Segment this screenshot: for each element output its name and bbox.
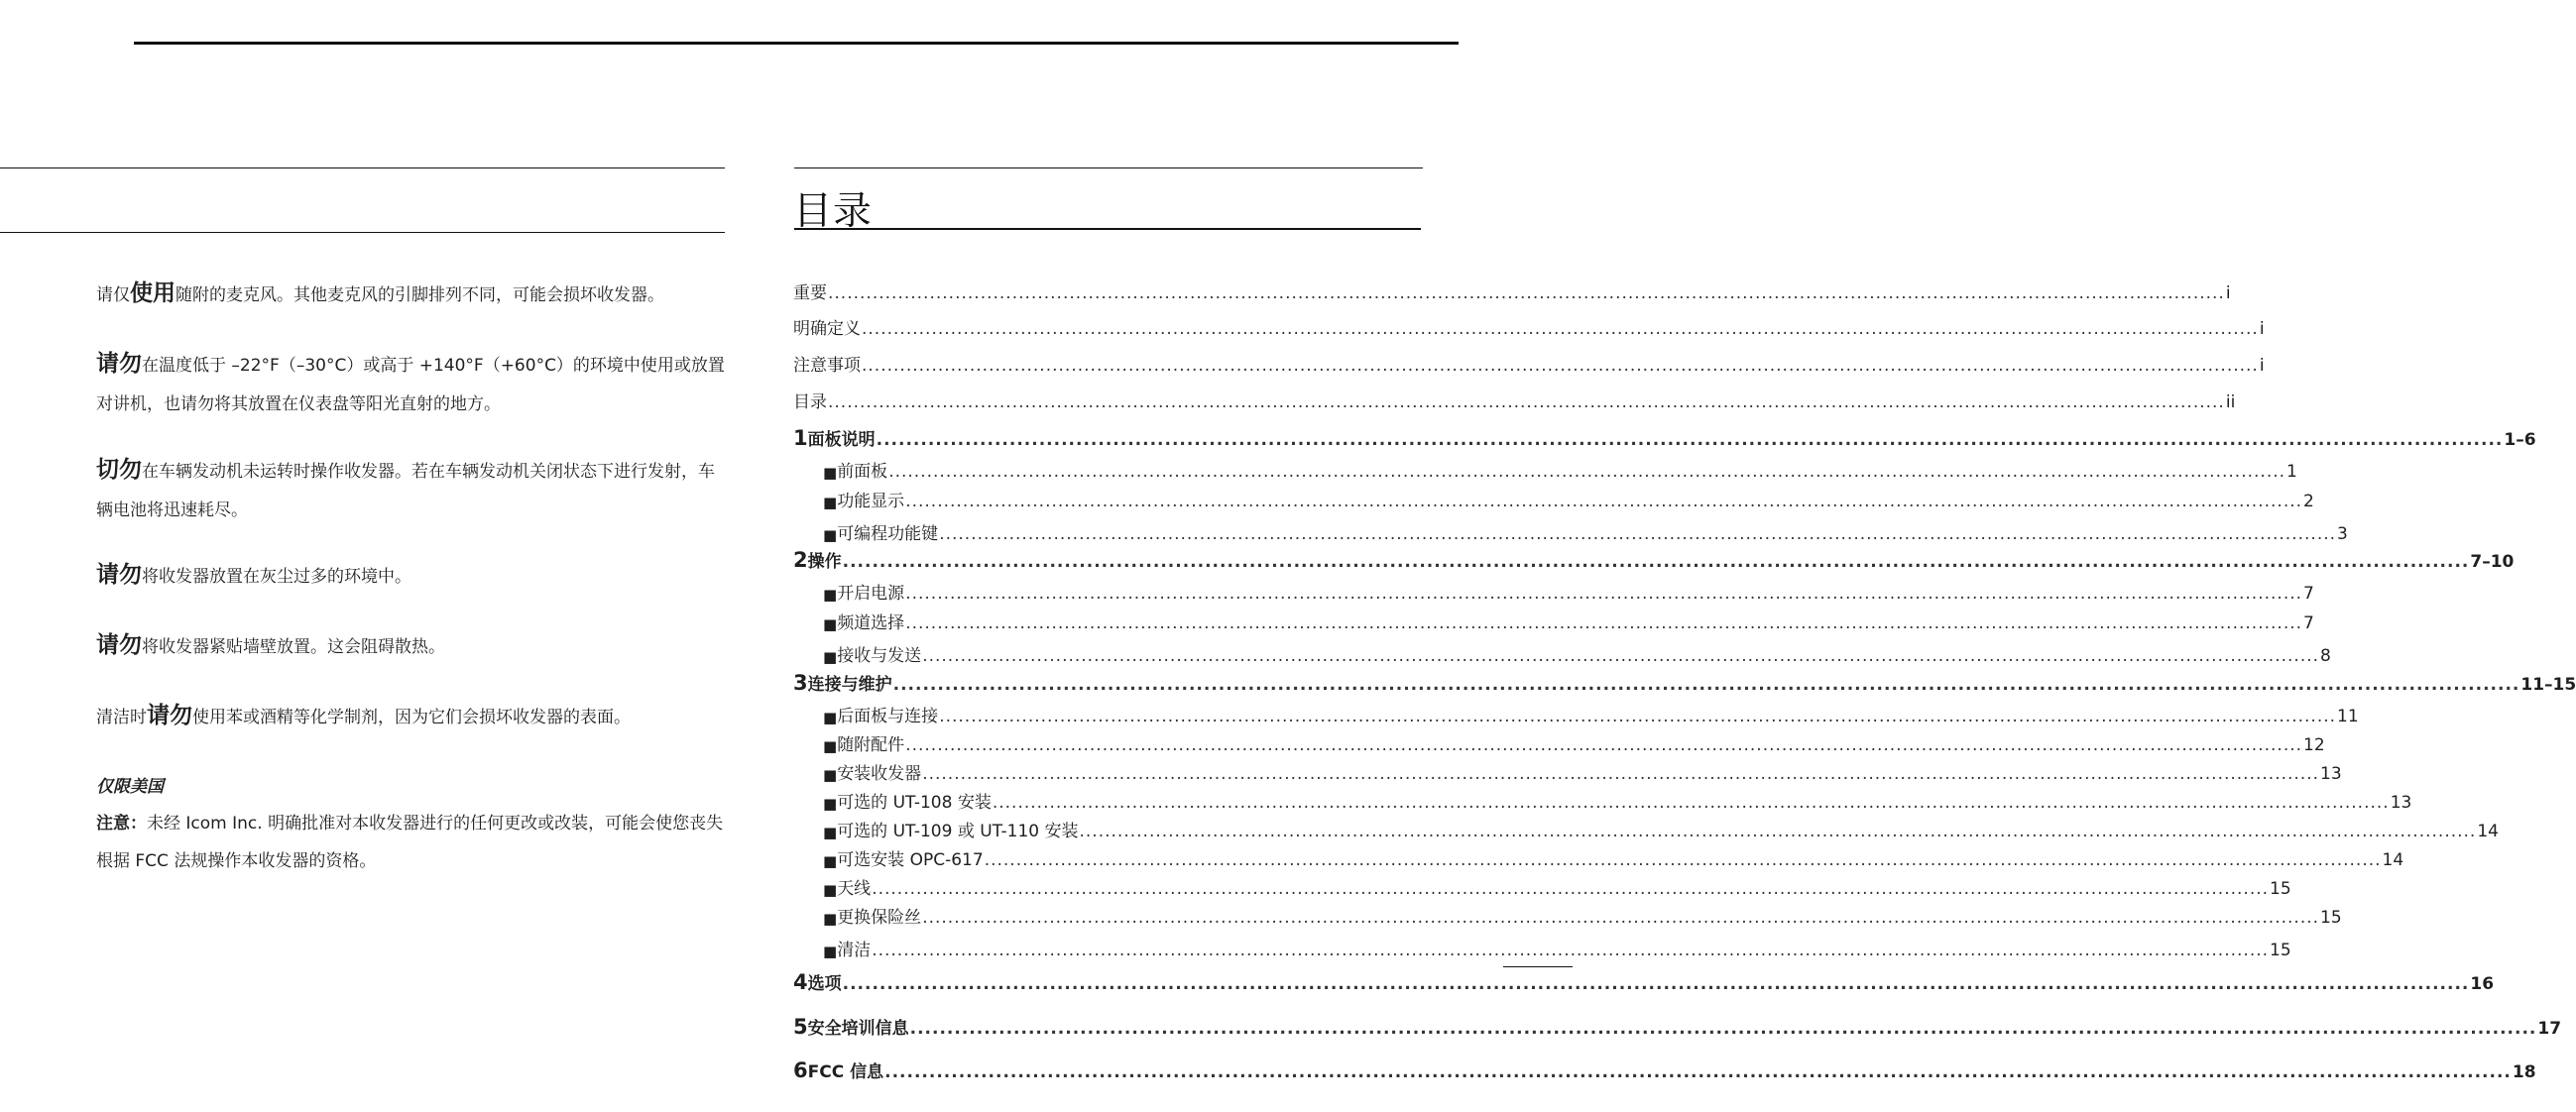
toc-entry-label: 接收与发送 bbox=[837, 646, 922, 666]
notice-lead: 注意： bbox=[96, 814, 147, 834]
toc-page-number: 3 bbox=[2337, 524, 2348, 544]
toc-title: 目录 bbox=[793, 189, 874, 234]
toc-leader-dots: ............................................................................................................................................................................................................................ bbox=[922, 646, 2320, 666]
toc-chapter-number: 3 bbox=[793, 671, 808, 695]
square-bullet-icon: ■ bbox=[823, 766, 838, 784]
toc-chapter-row[interactable] bbox=[793, 970, 2495, 994]
toc-page-number: 12 bbox=[2303, 735, 2325, 755]
toc-leader-dots: ............................................................................................................................................................................................................................ bbox=[905, 735, 2303, 755]
precaution-prefix: 清洁时 bbox=[96, 708, 147, 727]
square-bullet-icon: ■ bbox=[823, 494, 838, 511]
toc-leader-dots: ............................................................................................................................................................................................................................ bbox=[1079, 822, 2477, 841]
toc-leader-dots: ............................................................................................................................................................................................................................ bbox=[842, 552, 2470, 572]
precaution-emphasis: 请勿 bbox=[96, 562, 142, 588]
toc-chapter-number: 5 bbox=[793, 1015, 808, 1039]
toc-section-row[interactable] bbox=[823, 610, 2314, 633]
right-title-rule-top bbox=[794, 167, 1423, 168]
page-edge-tab bbox=[1503, 966, 1573, 967]
toc-entry-label: 连接与维护 bbox=[807, 675, 892, 695]
toc-section-row[interactable] bbox=[823, 488, 2314, 511]
right-title-rule-bottom bbox=[794, 228, 1421, 230]
toc-chapter-row[interactable] bbox=[793, 426, 2536, 450]
toc-leader-dots: ............................................................................................................................................................................................................................ bbox=[876, 430, 2504, 450]
precaution-text: 将收发器放置在灰尘过多的环境中。 bbox=[142, 567, 411, 587]
precaution-emphasis: 请勿 bbox=[96, 351, 142, 377]
toc-chapter-number: 2 bbox=[793, 548, 808, 572]
toc-entry-label: 目录 bbox=[793, 392, 827, 412]
toc-section-row[interactable] bbox=[823, 846, 2404, 870]
precaution-text: 将收发器紧贴墙壁放置。这会阻碍散热。 bbox=[142, 637, 445, 657]
precaution-prefix: 请仅 bbox=[96, 285, 130, 305]
precaution-emphasis: 请勿 bbox=[96, 632, 142, 658]
toc-leader-dots: ............................................................................................................................................................................................................................ bbox=[862, 319, 2259, 339]
toc-section-row[interactable] bbox=[823, 818, 2499, 841]
toc-chapter-row[interactable] bbox=[793, 671, 2576, 695]
notice-text: 未经 Icom Inc. 明确批准对本收发器进行的任何更改或改装，可能会使您丧失根据 FCC 法规操作本收发器的资格。 bbox=[96, 814, 724, 871]
toc-page-number: 18 bbox=[2512, 1062, 2536, 1082]
toc-entry-label: 后面板与连接 bbox=[837, 707, 939, 726]
toc-page-number: 11–15 bbox=[2520, 675, 2576, 695]
toc-page-number: 1 bbox=[2286, 462, 2297, 482]
toc-entry-label: 随附配件 bbox=[837, 735, 905, 755]
toc-leader-dots: ............................................................................................................................................................................................................................ bbox=[984, 850, 2382, 870]
toc-entry-label: 前面板 bbox=[837, 462, 888, 482]
toc-chapter-row[interactable] bbox=[793, 1015, 2562, 1039]
square-bullet-icon: ■ bbox=[823, 586, 838, 604]
toc-leader-dots: ............................................................................................................................................................................................................................ bbox=[842, 974, 2470, 994]
toc-entry-label: 操作 bbox=[807, 552, 842, 572]
toc-section-row[interactable] bbox=[823, 904, 2342, 928]
toc-chapter-row[interactable] bbox=[793, 1058, 2536, 1082]
toc-page-number: 8 bbox=[2320, 646, 2331, 666]
toc-entry-label: FCC 信息 bbox=[807, 1062, 884, 1082]
toc-entry-label: 天线 bbox=[837, 879, 872, 899]
toc-section-row[interactable] bbox=[823, 580, 2314, 604]
top-rule bbox=[134, 42, 1459, 45]
square-bullet-icon: ■ bbox=[823, 737, 838, 755]
toc-leader-dots: ............................................................................................................................................................................................................................ bbox=[939, 524, 2337, 544]
toc-page-number: 15 bbox=[2320, 908, 2342, 928]
toc-page-number: 7 bbox=[2303, 584, 2314, 604]
precaution-paragraph bbox=[96, 556, 731, 597]
toc-leader-dots: ............................................................................................................................................................................................................................ bbox=[905, 492, 2303, 511]
toc-page-number: 13 bbox=[2390, 793, 2412, 813]
toc-section-row[interactable] bbox=[823, 703, 2359, 726]
square-bullet-icon: ■ bbox=[823, 709, 838, 726]
toc-section-row[interactable] bbox=[823, 731, 2325, 755]
toc-entry-label: 更换保险丝 bbox=[837, 908, 922, 928]
toc-entry-label: 清洁 bbox=[837, 941, 872, 960]
square-bullet-icon: ■ bbox=[823, 795, 838, 813]
toc-page-number: 1–6 bbox=[2504, 430, 2536, 450]
toc-entry-label: 开启电源 bbox=[837, 584, 905, 604]
left-title-rule-top bbox=[0, 167, 725, 168]
toc-entry-label: 安装收发器 bbox=[837, 764, 922, 784]
toc-section-row[interactable] bbox=[823, 458, 2297, 482]
toc-leader-dots: ............................................................................................................................................................................................................................ bbox=[922, 908, 2320, 928]
toc-leader-dots: ............................................................................................................................................................................................................................ bbox=[828, 392, 2225, 412]
toc-entry-label: 选项 bbox=[807, 974, 842, 994]
square-bullet-icon: ■ bbox=[823, 910, 838, 928]
toc-leader-dots: ............................................................................................................................................................................................................................ bbox=[992, 793, 2390, 813]
precaution-emphasis: 请勿 bbox=[147, 703, 192, 728]
toc-entry-label: 可编程功能键 bbox=[837, 524, 939, 544]
toc-leader-dots: ............................................................................................................................................................................................................................ bbox=[909, 1019, 2537, 1039]
toc-section-row[interactable] bbox=[823, 642, 2331, 666]
toc-leader-dots: ............................................................................................................................................................................................................................ bbox=[922, 764, 2320, 784]
toc-front-row[interactable] bbox=[793, 352, 2265, 376]
toc-front-row[interactable] bbox=[793, 315, 2265, 339]
precaution-paragraph bbox=[96, 275, 731, 315]
toc-page-number: 15 bbox=[2270, 879, 2291, 899]
toc-page-number: 17 bbox=[2537, 1019, 2562, 1039]
toc-chapter-number: 1 bbox=[793, 426, 808, 450]
precaution-text: 随附的麦克风。其他麦克风的引脚排列不同，可能会损坏收发器。 bbox=[176, 285, 664, 305]
toc-entry-label: 可选安装 OPC-617 bbox=[837, 850, 984, 870]
square-bullet-icon: ■ bbox=[823, 943, 838, 960]
toc-entry-label: 明确定义 bbox=[793, 319, 861, 339]
toc-leader-dots: ............................................................................................................................................................................................................................ bbox=[872, 879, 2270, 899]
toc-page-number: i bbox=[2259, 356, 2265, 376]
toc-page-number: 15 bbox=[2270, 941, 2291, 960]
toc-section-row[interactable] bbox=[823, 520, 2348, 544]
precaution-emphasis: 使用 bbox=[130, 280, 176, 306]
toc-section-row[interactable] bbox=[823, 789, 2412, 813]
toc-page-number: 13 bbox=[2320, 764, 2342, 784]
toc-entry-label: 注意事项 bbox=[793, 356, 861, 376]
precaution-paragraph bbox=[96, 697, 731, 737]
toc-page-number: 7–10 bbox=[2470, 552, 2515, 572]
toc-entry-label: 频道选择 bbox=[837, 613, 905, 633]
square-bullet-icon: ■ bbox=[823, 526, 838, 544]
toc-chapter-number: 4 bbox=[793, 970, 808, 994]
precaution-text: 在温度低于 –22°F（–30°C）或高于 +140°F（+60°C）的环境中使用或放置对讲机，也请勿将其放置在仪表盘等阳光直射的地方。 bbox=[96, 356, 725, 414]
toc-section-row[interactable] bbox=[823, 760, 2342, 784]
square-bullet-icon: ■ bbox=[823, 881, 838, 899]
toc-leader-dots: ............................................................................................................................................................................................................................ bbox=[862, 356, 2259, 376]
toc-leader-dots: ............................................................................................................................................................................................................................ bbox=[939, 707, 2337, 726]
toc-page-number: 7 bbox=[2303, 613, 2314, 633]
precaution-paragraph bbox=[96, 451, 731, 530]
toc-leader-dots: ............................................................................................................................................................................................................................ bbox=[905, 584, 2303, 604]
toc-leader-dots: ............................................................................................................................................................................................................................ bbox=[884, 1062, 2512, 1082]
left-title-rule-bottom bbox=[0, 232, 725, 233]
toc-entry-label: 可选的 UT-109 或 UT-110 安装 bbox=[837, 822, 1079, 841]
usa-only-heading: 仅限美国 bbox=[96, 777, 164, 797]
toc-entry-label: 功能显示 bbox=[837, 492, 905, 511]
toc-chapter-number: 6 bbox=[793, 1058, 808, 1082]
toc-front-row[interactable] bbox=[793, 279, 2231, 303]
toc-section-row[interactable] bbox=[823, 937, 2291, 960]
toc-page-number: i bbox=[2225, 283, 2231, 303]
square-bullet-icon: ■ bbox=[823, 615, 838, 633]
toc-page-number: 16 bbox=[2470, 974, 2495, 994]
precaution-emphasis: 切勿 bbox=[96, 457, 142, 483]
toc-leader-dots: ............................................................................................................................................................................................................................ bbox=[828, 283, 2225, 303]
precaution-text: 使用苯或酒精等化学制剂，因为它们会损坏收发器的表面。 bbox=[192, 708, 631, 727]
toc-page-number: 14 bbox=[2382, 850, 2404, 870]
precaution-paragraph bbox=[96, 626, 731, 667]
precaution-text: 在车辆发动机未运转时操作收发器。若在车辆发动机关闭状态下进行发射，车辆电池将迅速耗尽。 bbox=[96, 462, 715, 520]
toc-leader-dots: ............................................................................................................................................................................................................................ bbox=[888, 462, 2286, 482]
toc-leader-dots: ............................................................................................................................................................................................................................ bbox=[892, 675, 2520, 695]
square-bullet-icon: ■ bbox=[823, 824, 838, 841]
toc-leader-dots: ............................................................................................................................................................................................................................ bbox=[905, 613, 2303, 633]
toc-page-number: ii bbox=[2225, 392, 2236, 412]
toc-entry-label: 安全培训信息 bbox=[807, 1019, 909, 1039]
toc-chapter-row[interactable] bbox=[793, 548, 2515, 572]
square-bullet-icon: ■ bbox=[823, 852, 838, 870]
toc-leader-dots: ............................................................................................................................................................................................................................ bbox=[872, 941, 2270, 960]
toc-entry-label: 可选的 UT-108 安装 bbox=[837, 793, 992, 813]
square-bullet-icon: ■ bbox=[823, 464, 838, 482]
square-bullet-icon: ■ bbox=[823, 648, 838, 666]
toc-page-number: 14 bbox=[2477, 822, 2499, 841]
toc-section-row[interactable] bbox=[823, 875, 2291, 899]
toc-page-number: 2 bbox=[2303, 492, 2314, 511]
toc-entry-label: 重要 bbox=[793, 283, 827, 303]
fcc-notice bbox=[96, 805, 731, 880]
precaution-paragraph bbox=[96, 345, 731, 424]
toc-entry-label: 面板说明 bbox=[807, 430, 876, 450]
toc-page-number: i bbox=[2259, 319, 2265, 339]
toc-front-row[interactable] bbox=[793, 389, 2236, 412]
toc-page-number: 11 bbox=[2337, 707, 2359, 726]
